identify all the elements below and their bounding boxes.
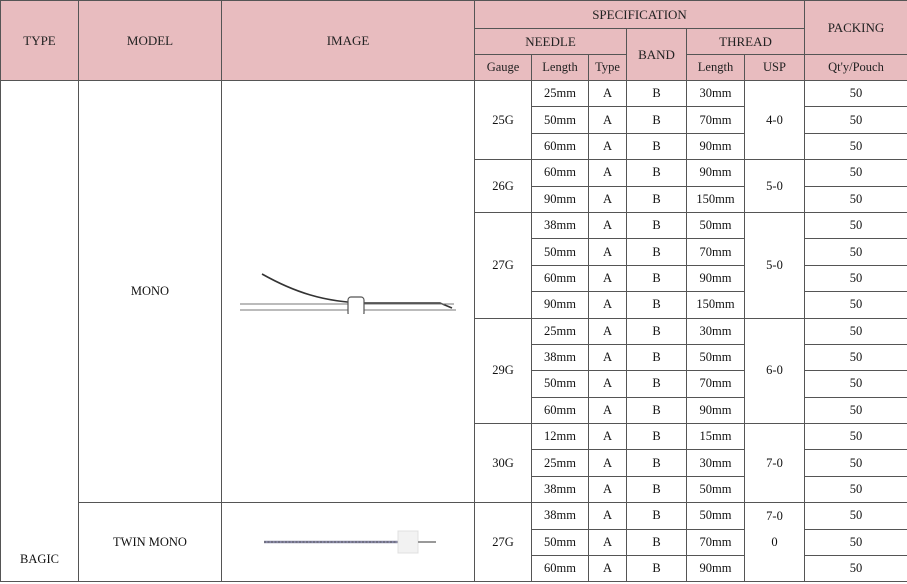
qty-cell: 50 (805, 424, 907, 450)
needle-length-cell: 60mm (532, 556, 589, 582)
needle-type-cell: A (589, 556, 627, 582)
thread-length-cell: 70mm (687, 529, 745, 555)
usp-cell: 7-0 (745, 424, 805, 503)
band-cell: B (627, 160, 687, 186)
qty-cell: 50 (805, 292, 907, 318)
band-cell: B (627, 476, 687, 502)
needle-length-cell: 25mm (532, 318, 589, 344)
model-cell: TWIN MONO (79, 503, 222, 582)
needle-type-cell: A (589, 212, 627, 238)
needle-length-cell: 50mm (532, 239, 589, 265)
needle-length-cell: 38mm (532, 503, 589, 529)
thread-length-cell: 50mm (687, 476, 745, 502)
qty-cell: 50 (805, 318, 907, 344)
thread-length-cell: 90mm (687, 556, 745, 582)
usp-cell: 7-0 (745, 503, 805, 529)
needle-length-cell: 60mm (532, 133, 589, 159)
needle-type-cell: A (589, 450, 627, 476)
mono-thread-needle-image (234, 270, 462, 314)
thread-length-cell: 30mm (687, 318, 745, 344)
table-row (1, 81, 907, 107)
model-header: MODEL (79, 1, 222, 81)
qty-cell: 50 (805, 160, 907, 186)
qty-cell: 50 (805, 239, 907, 265)
needle-length-cell: 12mm (532, 424, 589, 450)
thread-length-cell: 90mm (687, 265, 745, 291)
usp-cell: 4-0 (745, 81, 805, 160)
gauge-cell: 25G (475, 81, 532, 160)
thread-length-cell: 30mm (687, 450, 745, 476)
qty-cell: 50 (805, 265, 907, 291)
thread-length-cell: 15mm (687, 424, 745, 450)
needle-length-cell: 25mm (532, 81, 589, 107)
needle-type-cell: A (589, 476, 627, 502)
qty-cell: 50 (805, 186, 907, 212)
band-cell: B (627, 265, 687, 291)
needle-length-cell: 38mm (532, 344, 589, 370)
band-header: BAND (627, 29, 687, 81)
qty-cell: 50 (805, 107, 907, 133)
twin-mono-needle-image (258, 527, 438, 557)
band-cell: B (627, 212, 687, 238)
band-cell: B (627, 344, 687, 370)
band-cell: B (627, 239, 687, 265)
band-cell: B (627, 292, 687, 318)
image-cell (222, 81, 475, 503)
needle-type-cell: A (589, 424, 627, 450)
gauge-cell: 26G (475, 160, 532, 213)
needle-type-cell: A (589, 160, 627, 186)
model-cell: MONO (79, 81, 222, 503)
thread-header: THREAD (687, 29, 805, 55)
usp-cell: 5-0 (745, 212, 805, 318)
needle-type-cell: A (589, 186, 627, 212)
thread-length-cell: 70mm (687, 371, 745, 397)
band-cell: B (627, 107, 687, 133)
thread-length-cell: 50mm (687, 212, 745, 238)
needle-type-cell: A (589, 292, 627, 318)
needle-length-cell: 60mm (532, 397, 589, 423)
band-cell: B (627, 397, 687, 423)
needle-length-cell: 38mm (532, 476, 589, 502)
gauge-cell: 30G (475, 424, 532, 503)
specification-body (1, 81, 907, 582)
band-cell: B (627, 450, 687, 476)
needle-type-cell: A (589, 239, 627, 265)
band-cell: B (627, 556, 687, 582)
needle-type-cell: A (589, 107, 627, 133)
needle-type-cell: A (589, 503, 627, 529)
band-cell: B (627, 81, 687, 107)
qty-cell: 50 (805, 450, 907, 476)
qty-cell: 50 (805, 529, 907, 555)
needle-length-cell: 60mm (532, 160, 589, 186)
needle-type-cell: A (589, 81, 627, 107)
needle-length-cell: 50mm (532, 107, 589, 133)
needle-length-cell: 50mm (532, 371, 589, 397)
thread-length-cell: 50mm (687, 344, 745, 370)
type-cell: BAGIC (1, 81, 79, 582)
usp-cell: 5-0 (745, 160, 805, 213)
packing-header: PACKING (805, 1, 907, 55)
thread-length-cell: 30mm (687, 81, 745, 107)
band-cell: B (627, 529, 687, 555)
qty-cell: 50 (805, 397, 907, 423)
band-cell: B (627, 503, 687, 529)
qty-header: Qt'y/Pouch (805, 55, 907, 81)
band-cell: B (627, 371, 687, 397)
needle-type-cell: A (589, 397, 627, 423)
thread-length-cell: 90mm (687, 397, 745, 423)
thread-length-header: Length (687, 55, 745, 81)
usp-cell: 6-0 (745, 318, 805, 424)
thread-length-cell: 90mm (687, 133, 745, 159)
thread-length-cell: 70mm (687, 239, 745, 265)
needle-header: NEEDLE (475, 29, 627, 55)
needle-length-cell: 25mm (532, 450, 589, 476)
needle-type-cell: A (589, 318, 627, 344)
needle-length-cell: 50mm (532, 529, 589, 555)
thread-length-cell: 150mm (687, 186, 745, 212)
needle-type-cell: A (589, 133, 627, 159)
specification-header: SPECIFICATION (475, 1, 805, 29)
needle-type-header: Type (589, 55, 627, 81)
gauge-cell: 27G (475, 212, 532, 318)
needle-type-cell: A (589, 529, 627, 555)
qty-cell: 50 (805, 371, 907, 397)
thread-length-cell: 50mm (687, 503, 745, 529)
needle-type-cell: A (589, 371, 627, 397)
usp-cell (745, 556, 805, 582)
qty-cell: 50 (805, 133, 907, 159)
qty-cell: 50 (805, 344, 907, 370)
qty-cell: 50 (805, 503, 907, 529)
needle-length-cell: 90mm (532, 292, 589, 318)
needle-length-cell: 90mm (532, 186, 589, 212)
band-cell: B (627, 318, 687, 344)
gauge-cell: 27G (475, 503, 532, 582)
needle-type-cell: A (589, 344, 627, 370)
thread-length-cell: 150mm (687, 292, 745, 318)
needle-length-cell: 60mm (532, 265, 589, 291)
needle-length-cell: 38mm (532, 212, 589, 238)
qty-cell: 50 (805, 556, 907, 582)
thread-length-cell: 70mm (687, 107, 745, 133)
qty-cell: 50 (805, 212, 907, 238)
gauge-header: Gauge (475, 55, 532, 81)
needle-type-cell: A (589, 265, 627, 291)
band-cell: B (627, 133, 687, 159)
type-header: TYPE (1, 1, 79, 81)
table-row (1, 503, 907, 529)
qty-cell: 50 (805, 476, 907, 502)
image-cell (222, 503, 475, 582)
gauge-cell: 29G (475, 318, 532, 424)
thread-length-cell: 90mm (687, 160, 745, 186)
band-cell: B (627, 186, 687, 212)
needle-length-header: Length (532, 55, 589, 81)
usp-cell: 0 (745, 529, 805, 555)
usp-header: USP (745, 55, 805, 81)
qty-cell: 50 (805, 81, 907, 107)
image-header: IMAGE (222, 1, 475, 81)
band-cell: B (627, 424, 687, 450)
